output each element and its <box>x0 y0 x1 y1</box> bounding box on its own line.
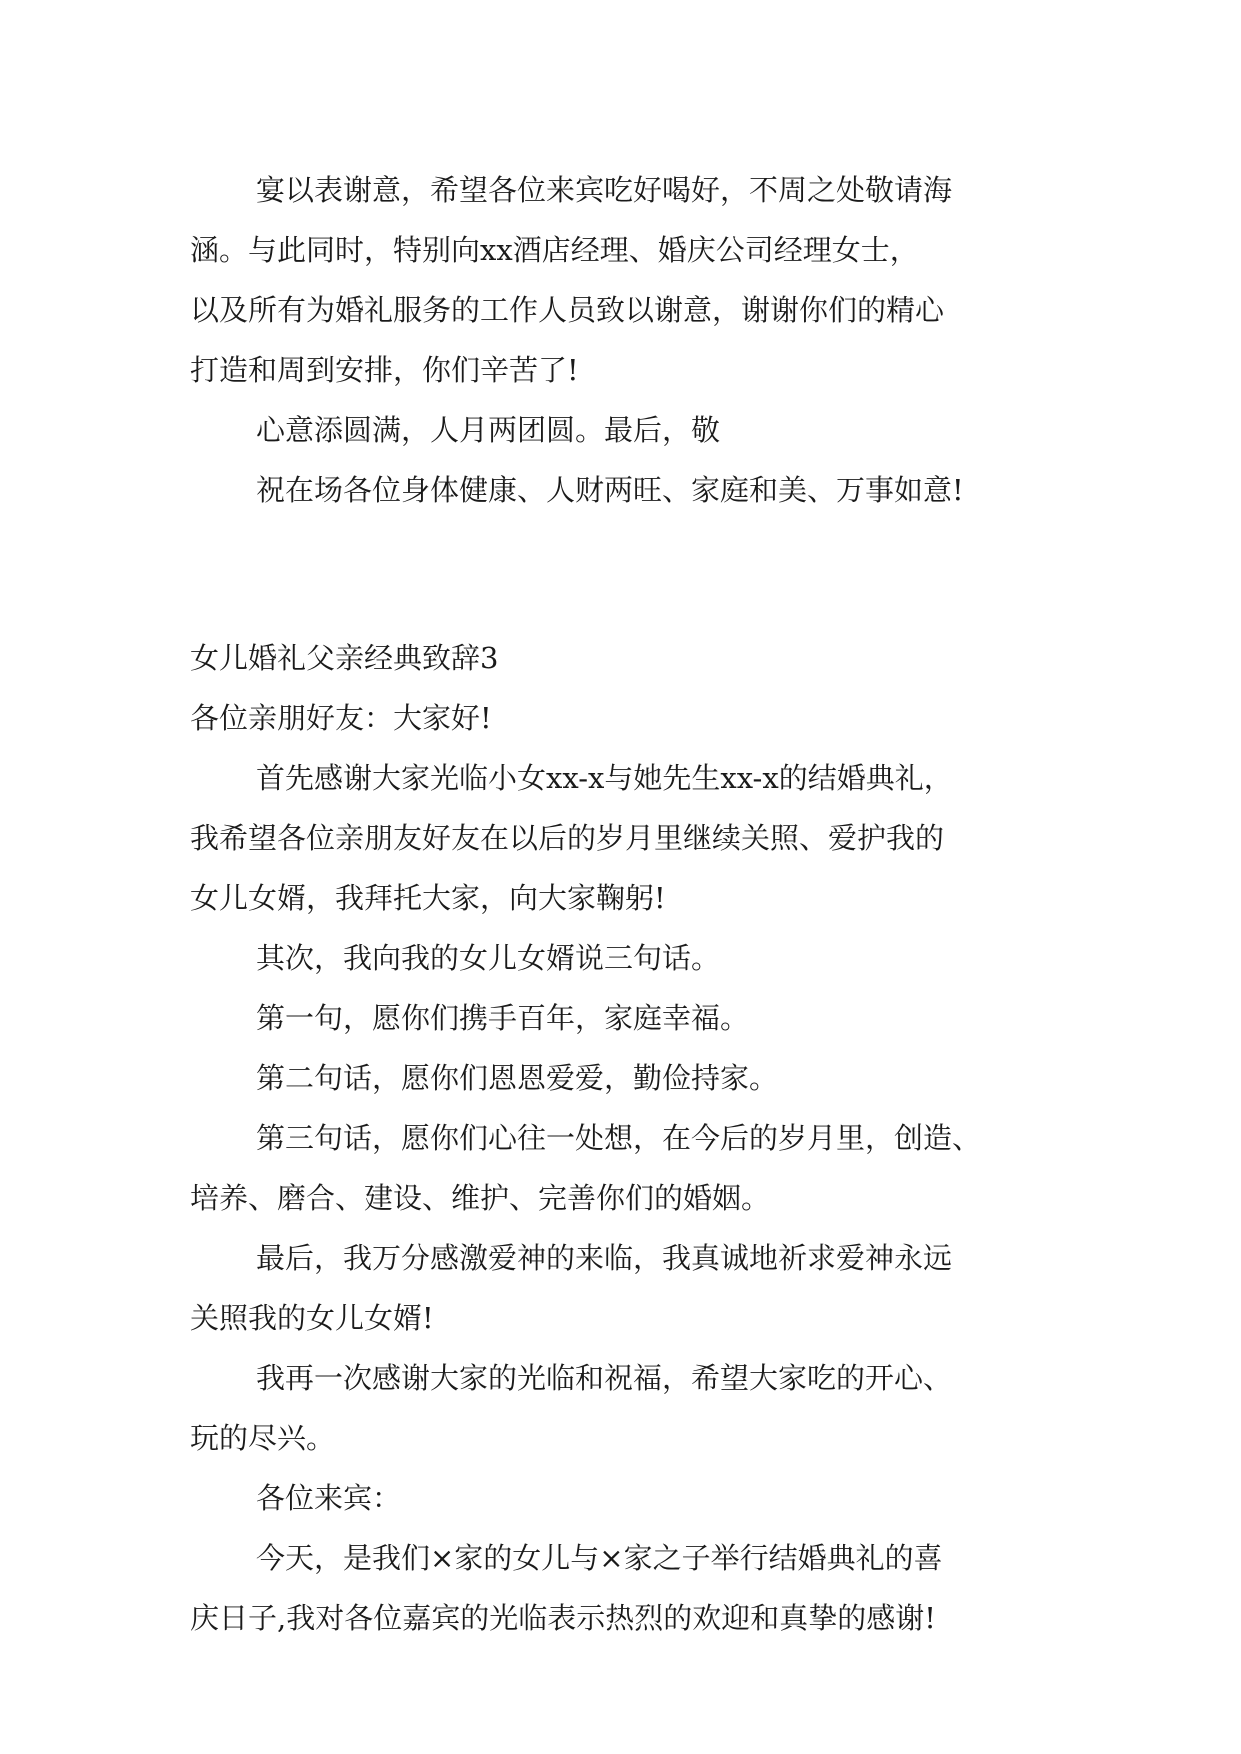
paragraph-line: 第三句话，愿你们心往一处想，在今后的岁月里，创造、 <box>256 1121 982 1155</box>
salutation-line: 各位亲朋好友：大家好! <box>190 701 492 735</box>
paragraph-line: 首先感谢大家光临小女xx-x与她先生xx-x的结婚典礼， <box>256 761 953 795</box>
salutation-line: 各位来宾： <box>256 1481 402 1515</box>
paragraph-line: 培养、磨合、建设、维护、完善你们的婚姻。 <box>190 1181 771 1215</box>
paragraph-line: 其次，我向我的女儿女婿说三句话。 <box>256 941 721 975</box>
paragraph-line: 打造和周到安排，你们辛苦了! <box>190 353 579 387</box>
paragraph-line: 女儿女婿，我拜托大家，向大家鞠躬! <box>190 881 666 915</box>
paragraph-line: 涵。与此同时，特别向xx酒店经理、婚庆公司经理女士， <box>190 233 919 267</box>
paragraph-line: 心意添圆满，人月两团圆。最后，敬 <box>256 413 721 447</box>
paragraph-line: 第一句，愿你们携手百年，家庭幸福。 <box>256 1001 750 1035</box>
paragraph-line: 我希望各位亲朋友好友在以后的岁月里继续关照、爱护我的 <box>190 821 945 855</box>
paragraph-line: 玩的尽兴。 <box>190 1421 336 1455</box>
paragraph-line: 祝在场各位身体健康、人财两旺、家庭和美、万事如意! <box>256 473 964 507</box>
document-body <box>190 160 1050 1648</box>
paragraph-line: 关照我的女儿女婿! <box>190 1301 434 1335</box>
paragraph-line: 庆日子,我对各位嘉宾的光临表示热烈的欢迎和真挚的感谢! <box>190 1601 936 1635</box>
paragraph-line: 第二句话，愿你们恩恩爱爱，勤俭持家。 <box>256 1061 779 1095</box>
paragraph-line: 宴以表谢意，希望各位来宾吃好喝好，不周之处敬请海 <box>256 173 953 207</box>
paragraph-line: 我再一次感谢大家的光临和祝福，希望大家吃的开心、 <box>256 1361 953 1395</box>
paragraph-line: 今天，是我们×家的女儿与×家之子举行结婚典礼的喜 <box>256 1541 943 1575</box>
paragraph-line: 以及所有为婚礼服务的工作人员致以谢意，谢谢你们的精心 <box>190 293 945 327</box>
section-gap <box>190 520 1050 628</box>
paragraph-line: 最后，我万分感激爱神的来临，我真诚地祈求爱神永远 <box>256 1241 953 1275</box>
section-title: 女儿婚礼父亲经典致辞3 <box>190 641 499 675</box>
